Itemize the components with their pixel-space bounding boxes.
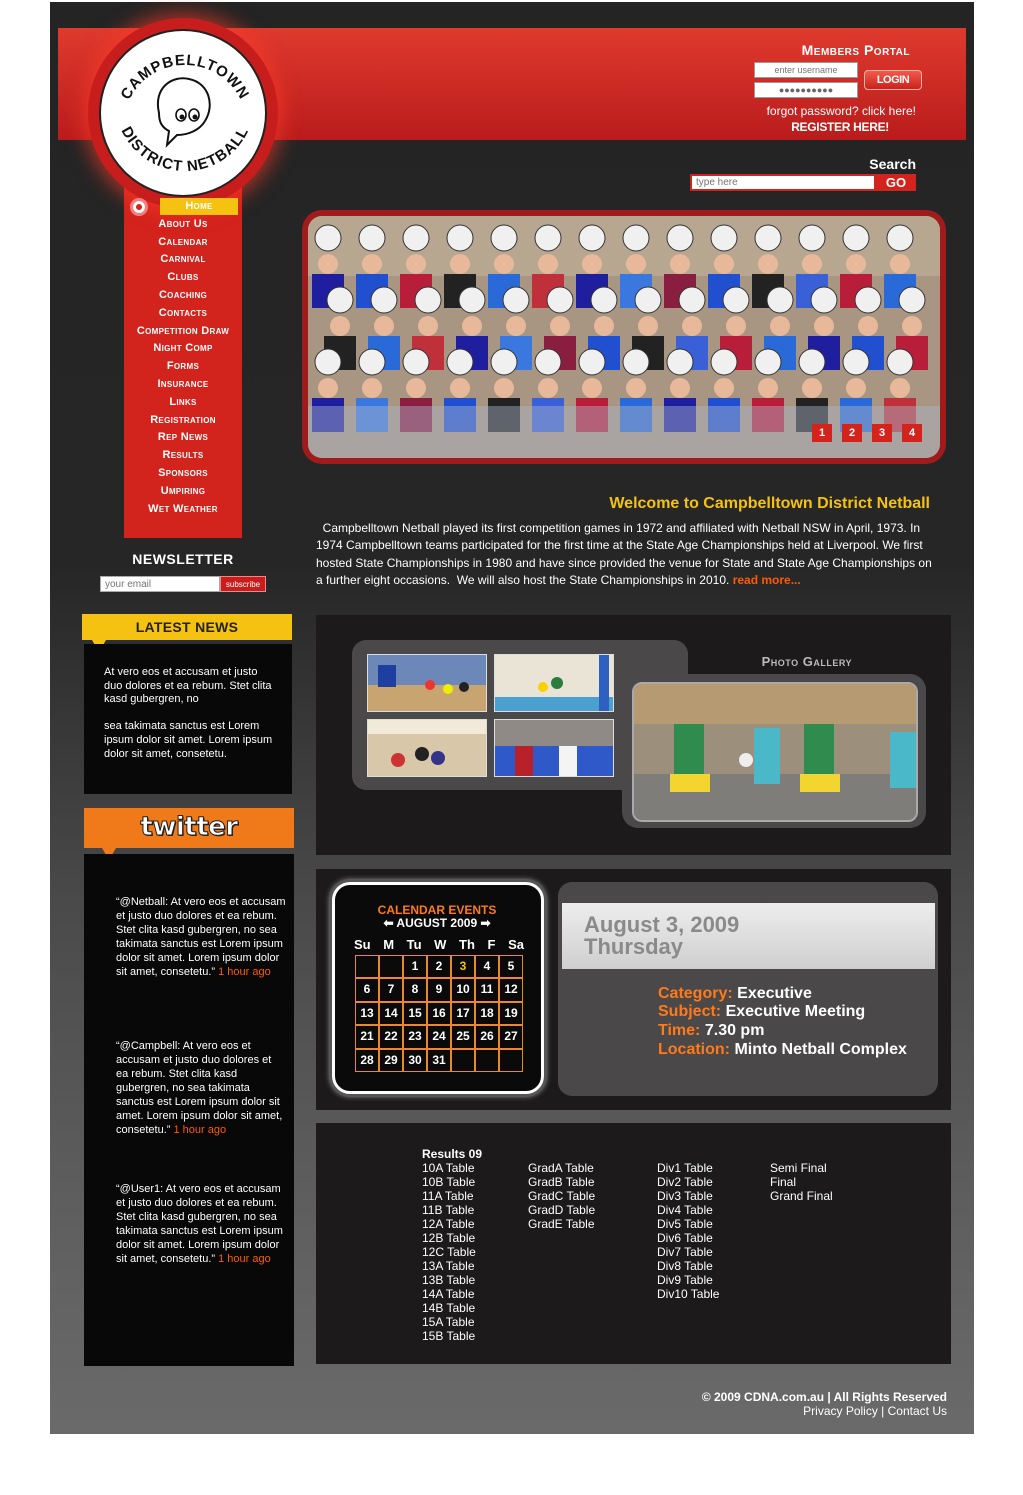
results-link[interactable]: 11B Table <box>422 1203 475 1217</box>
thumb-image <box>495 720 614 777</box>
calendar-day[interactable]: 25 <box>451 1025 475 1048</box>
main-nav <box>124 198 242 518</box>
calendar-empty-cell <box>451 1049 475 1072</box>
tweet <box>116 1182 286 1266</box>
photo-gallery-title: Photo Gallery <box>761 654 852 669</box>
calendar-day[interactable]: 12 <box>499 978 523 1001</box>
results-link[interactable]: GradA Table <box>528 1161 594 1175</box>
event-time-label: Time: <box>658 1022 701 1039</box>
calendar-empty-cell <box>379 955 403 978</box>
logo-bottom-text: DISTRICT NETBALL <box>117 123 253 176</box>
tweet-text: “@User1: At vero eos et accusam et justo duo dolores et ea rebum. Stet clita kasd gubergren, no sea takimata sanctus est Lorem ipsum dolor sit amet. Lorem ipsum dolor sit amet, consetetu.” <box>116 1183 283 1265</box>
results-link[interactable]: 15A Table <box>422 1315 475 1329</box>
next-month-icon[interactable]: ➡ <box>480 916 491 930</box>
results-link[interactable]: 14A Table <box>422 1287 475 1301</box>
tweet-time[interactable]: 1 hour ago <box>218 1253 271 1265</box>
results-link[interactable]: 13B Table <box>422 1273 476 1287</box>
search-input[interactable] <box>690 174 876 191</box>
calendar-day[interactable]: 19 <box>499 1002 523 1025</box>
calendar-empty-cell <box>499 1049 523 1072</box>
weekday-label: Tu <box>406 937 422 952</box>
footer-links <box>620 1404 947 1418</box>
results-link[interactable]: Div9 Table <box>657 1273 713 1287</box>
tweet <box>116 895 286 979</box>
nav-item-umpiring[interactable]: Umpiring <box>160 484 206 497</box>
results-link[interactable]: GradD Table <box>528 1203 596 1217</box>
results-column <box>657 1161 719 1301</box>
calendar-day[interactable]: 10 <box>451 978 475 1001</box>
nav-item-wet-weather[interactable]: Wet Weather <box>148 502 218 515</box>
results-title: Results 09 <box>422 1147 483 1161</box>
feature-image <box>634 684 918 822</box>
results-link[interactable]: 14B Table <box>422 1301 476 1315</box>
nav-item-label: Home <box>160 198 238 215</box>
event-subject <box>658 1003 865 1021</box>
calendar-day[interactable]: 2 <box>427 955 451 978</box>
calendar-day[interactable]: 17 <box>451 1002 475 1025</box>
read-more-link[interactable]: read more... <box>732 573 801 588</box>
search-go-button[interactable]: GO <box>876 174 916 191</box>
tweet-text: “@Campbell: At vero eos et accusam et justo duo dolores et ea rebum. Stet clita kasd gubergren, no sea takimata sanctus est Lorem ipsum dolor sit amet. Lorem ipsum dolor sit amet, consetetu.” <box>116 1040 283 1136</box>
tweet-time[interactable]: 1 hour ago <box>218 966 271 978</box>
event-location <box>658 1041 907 1059</box>
welcome-title: Welcome to Campbelltown District Netball <box>609 495 930 512</box>
results-link[interactable]: GradE Table <box>528 1217 595 1231</box>
results-link[interactable]: 10B Table <box>422 1175 476 1189</box>
subscribe-button[interactable]: subscribe <box>220 576 266 592</box>
netball-mascot-icon <box>158 78 210 145</box>
results-column <box>422 1161 476 1343</box>
calendar-day[interactable]: 23 <box>403 1025 427 1048</box>
newsletter-email-input[interactable] <box>100 576 220 592</box>
gallery-thumb[interactable] <box>367 654 487 712</box>
register-link[interactable]: REGISTER HERE! <box>791 120 889 134</box>
gallery-thumb[interactable] <box>367 719 487 777</box>
calendar-day[interactable]: 21 <box>355 1025 379 1048</box>
nav-item-clubs[interactable]: Clubs <box>167 271 199 284</box>
latest-news-title: LATEST NEWS <box>82 614 292 640</box>
results-column <box>528 1161 595 1231</box>
prev-month-icon[interactable]: ⬅ <box>383 916 394 930</box>
calendar-day[interactable]: 28 <box>355 1049 379 1072</box>
calendar-day[interactable]: 30 <box>403 1049 427 1072</box>
calendar-day[interactable]: 24 <box>427 1025 451 1048</box>
copyright: © 2009 CDNA.com.au | All Rights Reserved <box>701 1390 947 1404</box>
welcome-text <box>316 520 940 590</box>
news-paragraph: sea takimata sanctus est Lorem ipsum dolor sit amet. Lorem ipsum dolor sit amet, consetetu. <box>104 720 273 760</box>
newsletter-title: NEWSLETTER <box>132 551 234 567</box>
calendar-day[interactable]: 27 <box>499 1025 523 1048</box>
calendar-title: CALENDAR EVENTS <box>377 903 497 917</box>
results-link[interactable]: 13A Table <box>422 1259 475 1273</box>
banner-page-button[interactable]: 3 <box>872 424 892 442</box>
calendar-day[interactable]: 18 <box>475 1002 499 1025</box>
nav-item-insurance[interactable]: Insurance <box>157 377 209 390</box>
calendar-day[interactable]: 7 <box>379 978 403 1001</box>
weekday-label: M <box>383 937 395 952</box>
results-link[interactable]: Div10 Table <box>657 1287 720 1301</box>
calendar-day[interactable]: 13 <box>355 1002 379 1025</box>
event-day-text: Thursday <box>584 934 684 959</box>
results-link[interactable]: GradB Table <box>528 1175 595 1189</box>
event-category <box>658 985 812 1003</box>
event-date-text: August 3, 2009 <box>584 912 740 937</box>
gallery-thumb[interactable] <box>494 654 614 712</box>
calendar-day[interactable]: 9 <box>427 978 451 1001</box>
thumb-image <box>368 720 487 777</box>
results-link[interactable]: 11A Table <box>422 1189 474 1203</box>
results-link[interactable]: Div3 Table <box>657 1189 713 1203</box>
gallery-thumb[interactable] <box>494 719 614 777</box>
event-subject-value: Executive Meeting <box>725 1003 866 1020</box>
nav-item-forms[interactable]: Forms <box>166 360 200 373</box>
calendar-month-nav <box>336 916 538 930</box>
weekday-label: F <box>487 937 496 952</box>
footer-separator: | <box>877 1404 888 1418</box>
event-location-label: Location: <box>658 1041 730 1058</box>
login-button[interactable]: LOGIN <box>864 70 922 90</box>
event-category-value: Executive <box>737 985 812 1002</box>
password-input[interactable] <box>754 82 858 98</box>
twitter-logo: twitter <box>140 812 238 842</box>
calendar-day[interactable]: 3 <box>451 955 475 978</box>
club-logo[interactable] <box>88 18 278 208</box>
event-time <box>658 1022 764 1040</box>
banner-page-button[interactable]: 4 <box>902 424 922 442</box>
results-link[interactable]: Div4 Table <box>657 1203 713 1217</box>
nav-item-competition-draw[interactable]: Competition Draw <box>136 324 230 337</box>
nav-item-about-us[interactable]: About Us <box>158 217 208 230</box>
nav-item-links[interactable]: Links <box>169 395 197 408</box>
nav-item-night-comp[interactable]: Night Comp <box>153 342 213 355</box>
weekday-label: Th <box>459 937 475 952</box>
calendar-day[interactable]: 15 <box>403 1002 427 1025</box>
welcome-body: Campbelltown Netball played its first competition games in 1972 and affiliated with Netball NSW in April, 1973. In 1974 Campbelltown teams participated for the first time at the State Age Championships held at Liverpool. We first hosted State Championships in 1980 and have since provided the venue for State and State Age Championships on a further eight occasions. We will also host the State Championships in 2010. <box>316 521 932 588</box>
nav-item-sponsors[interactable]: Sponsors <box>158 466 208 479</box>
calendar-day[interactable]: 16 <box>427 1002 451 1025</box>
news-paragraph: At vero eos et accusam et justo duo dolores et ea rebum. Stet clita kasd gubergren, no <box>104 666 272 706</box>
weekday-label: W <box>434 937 447 952</box>
calendar-month: AUGUST 2009 <box>396 916 478 930</box>
search-label: Search <box>869 156 916 172</box>
logo-top-text: CAMPBELLTOWN <box>117 51 253 103</box>
thumb-image <box>368 655 487 712</box>
nav-item-results[interactable]: Results <box>162 449 204 462</box>
username-input[interactable] <box>754 62 858 78</box>
calendar-day[interactable]: 4 <box>475 955 499 978</box>
privacy-policy-link[interactable]: Privacy Policy <box>803 1404 878 1418</box>
calendar-day[interactable]: 11 <box>475 978 499 1001</box>
logo-seal <box>99 29 267 197</box>
latest-news-body <box>84 644 292 794</box>
results-link[interactable]: Final <box>770 1175 797 1189</box>
nav-item-contacts[interactable]: Contacts <box>158 306 208 319</box>
calendar-day[interactable]: 8 <box>403 978 427 1001</box>
calendar-weekdays <box>354 937 524 952</box>
banner-photo <box>308 216 940 458</box>
calendar-day[interactable]: 26 <box>475 1025 499 1048</box>
results-link[interactable]: Div5 Table <box>657 1217 713 1231</box>
calendar-empty-cell <box>475 1049 499 1072</box>
calendar-grid <box>355 955 523 1072</box>
event-time-value: 7.30 pm <box>704 1022 765 1039</box>
results-panel <box>316 1123 951 1364</box>
event-category-label: Category: <box>658 985 733 1002</box>
tweet-text: “@Netball: At vero eos et accusam et justo duo dolores et ea rebum. Stet clita kasd gubergren, no sea takimata sanctus est Lorem ipsum dolor sit amet. Lorem ipsum dolor sit amet, consetetu.” <box>116 896 286 978</box>
nav-item-registration[interactable]: Registration <box>150 413 216 426</box>
calendar-day[interactable]: 5 <box>499 955 523 978</box>
calendar-day[interactable]: 29 <box>379 1049 403 1072</box>
tweet <box>116 1039 286 1137</box>
nav-item-calendar[interactable]: Calendar <box>158 235 208 248</box>
thumb-image <box>495 655 614 712</box>
logo-graphic <box>101 31 267 197</box>
nav-item-carnival[interactable]: Carnival <box>160 253 206 266</box>
results-link[interactable]: 12B Table <box>422 1231 476 1245</box>
results-link[interactable]: 12C Table <box>422 1245 476 1259</box>
nav-item-coaching[interactable]: Coaching <box>158 288 208 301</box>
calendar-day[interactable]: 22 <box>379 1025 403 1048</box>
results-link[interactable]: GradC Table <box>528 1189 596 1203</box>
contact-us-link[interactable]: Contact Us <box>887 1404 947 1418</box>
tweet-time[interactable]: 1 hour ago <box>173 1124 227 1136</box>
banner-page-button[interactable]: 1 <box>812 424 832 442</box>
results-link[interactable]: 10A Table <box>422 1161 475 1175</box>
results-link[interactable]: 15B Table <box>422 1329 476 1343</box>
gallery-feature-photo[interactable] <box>632 682 918 822</box>
event-subject-label: Subject: <box>658 1003 722 1020</box>
nav-item-home[interactable] <box>124 198 242 216</box>
results-column <box>770 1161 833 1203</box>
results-link[interactable]: Div7 Table <box>657 1245 713 1259</box>
results-link[interactable]: Div8 Table <box>657 1259 713 1273</box>
results-link[interactable]: Div2 Table <box>657 1175 713 1189</box>
results-link[interactable]: Grand Final <box>770 1189 833 1203</box>
results-link[interactable]: Div6 Table <box>657 1231 713 1245</box>
calendar-day[interactable]: 31 <box>427 1049 451 1072</box>
event-location-value: Minto Netball Complex <box>734 1041 907 1058</box>
banner-page-button[interactable]: 2 <box>842 424 862 442</box>
calendar-day[interactable]: 1 <box>403 955 427 978</box>
event-date <box>584 914 739 958</box>
calendar-day[interactable]: 14 <box>379 1002 403 1025</box>
nav-item-rep-news[interactable]: Rep News <box>157 431 209 444</box>
results-link[interactable]: Div1 Table <box>657 1161 713 1175</box>
results-link[interactable]: Semi Final <box>770 1161 827 1175</box>
active-bullet-icon <box>130 198 148 216</box>
twitter-header[interactable] <box>84 808 294 848</box>
weekday-label: Sa <box>508 937 524 952</box>
footer <box>620 1390 947 1418</box>
results-link[interactable]: 12A Table <box>422 1217 475 1231</box>
weekday-label: Su <box>354 937 371 952</box>
calendar-day[interactable]: 6 <box>355 978 379 1001</box>
calendar-empty-cell <box>355 955 379 978</box>
forgot-password-link[interactable]: forgot password? click here! <box>766 104 916 118</box>
members-portal-title: Members Portal <box>801 42 910 58</box>
